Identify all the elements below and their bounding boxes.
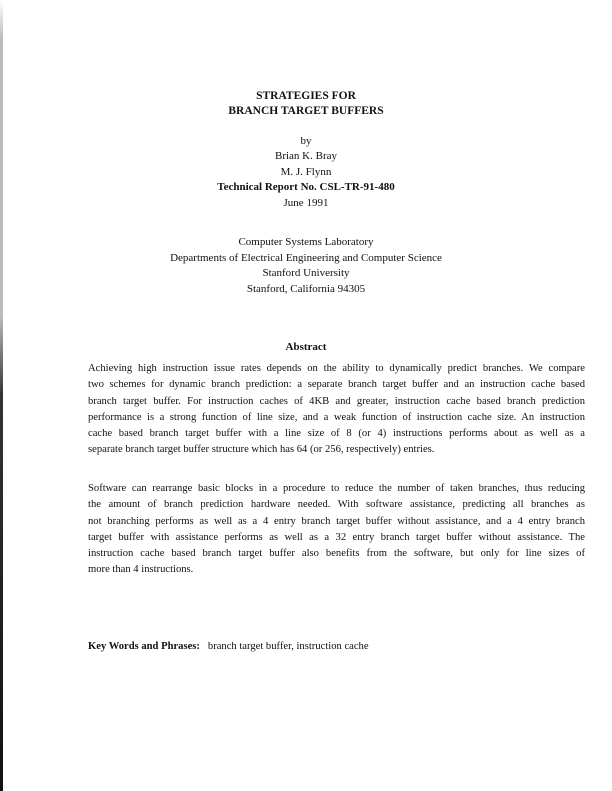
- affiliation-lab: Computer Systems Laboratory: [238, 236, 374, 248]
- text-line: performance is a strong function of line size, and a weak function of instruction cache size. An instruction: [88, 411, 585, 423]
- report-date: June 1991: [283, 197, 329, 209]
- affiliation-university: Stanford University: [262, 267, 350, 279]
- text-line: not branching performs as well as a 4 entry branch target buffer without assistance, and a 4 entry branch: [88, 515, 585, 527]
- title-line-1: STRATEGIES FOR: [256, 90, 356, 102]
- by-text: by: [300, 135, 312, 147]
- author-1: Brian K. Bray: [274, 150, 337, 162]
- author-2: M. J. Flynn: [280, 166, 332, 178]
- page-edge-shadow: [0, 0, 3, 791]
- abstract-paragraph-2: [88, 481, 585, 579]
- affiliation-address: Stanford, California 94305: [246, 283, 366, 295]
- text-line: two schemes for dynamic branch prediction: a separate branch target buffer and an instruction cache based: [88, 379, 585, 391]
- affiliation-departments: Departments of Electrical Engineering and Computer Science: [170, 252, 442, 264]
- text-line: Achieving high instruction issue rates depends on the ability to dynamically predict branches. We compare: [88, 363, 585, 374]
- text-line: more than 4 instructions.: [88, 564, 194, 576]
- text-line: branch target buffer. For instruction caches of 4KB and greater, instruction cache based branch prediction: [88, 395, 585, 407]
- abstract-heading: Abstract: [285, 341, 327, 353]
- keywords: [88, 641, 369, 652]
- title-line-2: BRANCH TARGET BUFFERS: [228, 105, 384, 117]
- text-line: cache based branch target buffer with a line size of 8 (or 4) instructions performs about as well as a: [88, 428, 585, 440]
- text-line: Software can rearrange basic blocks in a procedure to reduce the number of taken branches, thus reducing: [88, 483, 585, 494]
- keywords-value: branch target buffer, instruction cache: [207, 641, 369, 652]
- text-line: target buffer with assistance performs as well as a 32 entry branch target buffer without assistance. The: [88, 531, 585, 543]
- keywords-label: Key Words and Phrases:: [88, 641, 200, 652]
- text-line: separate branch target buffer structure which has 64 (or 256, respectively) entries.: [88, 444, 435, 456]
- text-line: instruction cache based branch target buffer also benefits from the software, but only for line sizes of: [88, 548, 585, 560]
- text-line: the amount of branch prediction hardware needed. With software assistance, predicting all branches as: [88, 499, 585, 511]
- abstract-paragraph-1: [88, 361, 585, 459]
- report-number: Technical Report No. CSL-TR-91-480: [217, 181, 395, 193]
